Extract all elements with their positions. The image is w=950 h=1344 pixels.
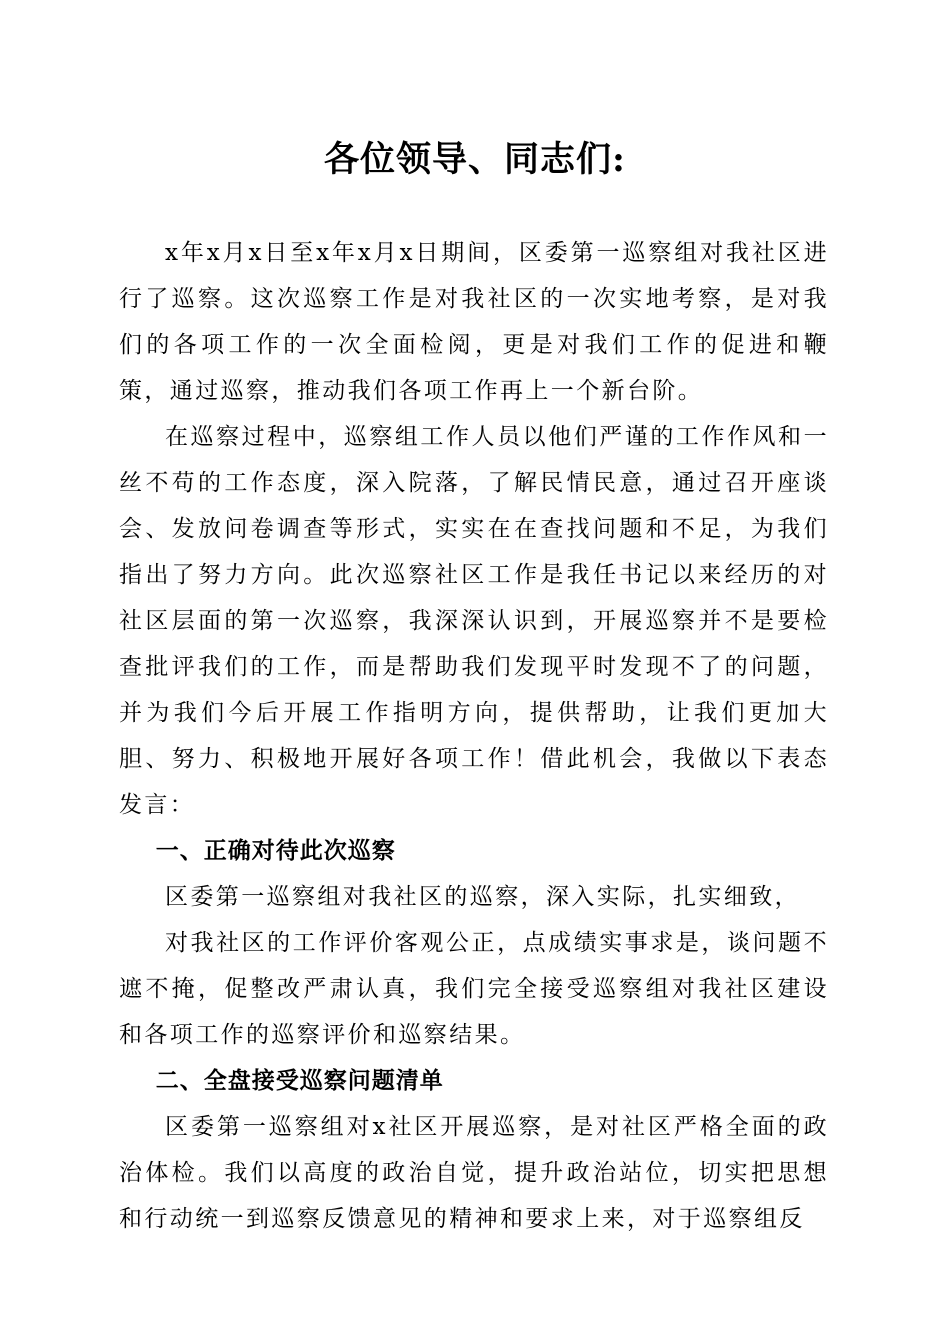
paragraph-3: 区委第一巡察组对我社区的巡察，深入实际，扎实细致， <box>165 884 800 910</box>
paragraph-2: 在巡察过程中，巡察组工作人员以他们严谨的工作作风和一丝不苟的工作态度，深入院落，了解民情民意，通过召开座谈会、发放问卷调查等形式，实实在在查找问题和不足，为我们指出了努力方向。此次巡察社区工作是我任书记以来经历的对社区层面的第一次巡察，我深深认识到，开展巡察并不是要检查批评我们的工作，而是帮助我们发现平时发现不了的问题，并为我们今后开展工作指明方向，提供帮助，让我们更加大胆、努力、积极地开展好各项工作！借此机会，我做以下表态发言： <box>119 424 829 818</box>
section-heading-2: 二、全盘接受巡察问题清单 <box>155 1068 444 1094</box>
paragraph-4: 对我社区的工作评价客观公正，点成绩实事求是，谈问题不遮不掩，促整改严肃认真，我们完全接受巡察组对我社区建设和各项工作的巡察评价和巡察结果。 <box>119 930 829 1048</box>
paragraph-1: x年x月x日至x年x月x日期间，区委第一巡察组对我社区进行了巡察。这次巡察工作是对我社区的一次实地考察，是对我们的各项工作的一次全面检阅，更是对我们工作的促进和鞭策，通过巡察，推动我们各项工作再上一个新台阶。 <box>119 240 829 404</box>
document-body <box>119 230 829 1242</box>
document-title: 各位领导、同志们: <box>324 139 626 180</box>
paragraph-5: 区委第一巡察组对x社区开展巡察，是对社区严格全面的政治体检。我们以高度的政治自觉，提升政治站位，切实把思想和行动统一到巡察反馈意见的精神和要求上来，对于巡察组反 <box>119 1114 829 1232</box>
section-heading-1: 一、正确对待此次巡察 <box>155 838 396 864</box>
